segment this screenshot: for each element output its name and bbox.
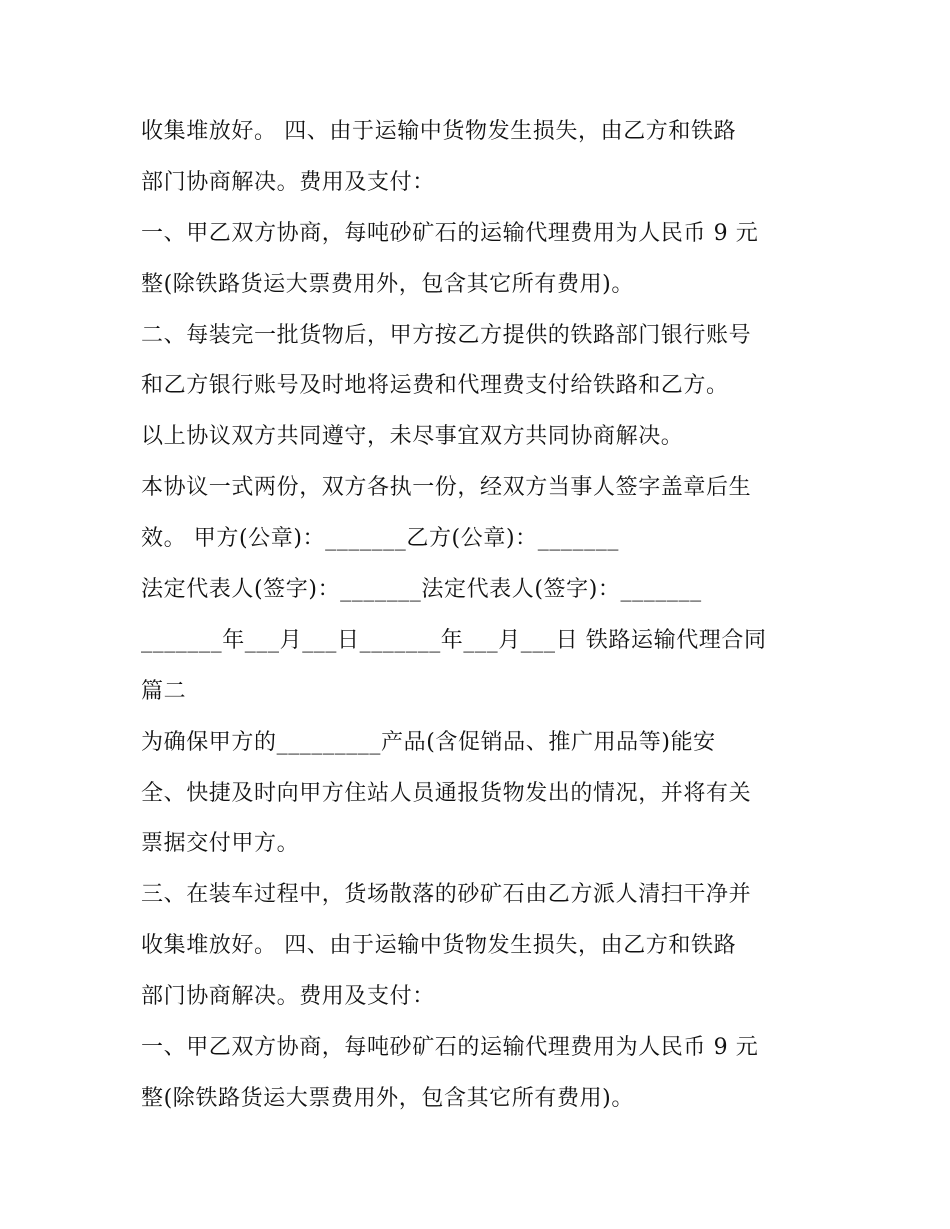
- text-line-14: 全、快捷及时向甲方住站人员通报货物发出的情况，并将有关: [141, 780, 752, 806]
- text-line-3: 一、甲乙双方协商，每吨砂矿石的运输代理费用为人民币 9 元: [141, 220, 759, 246]
- text-line-17: 收集堆放好。 四、由于运输中货物发生损失，由乙方和铁路: [141, 933, 737, 959]
- text-line-1: 收集堆放好。 四、由于运输中货物发生损失，由乙方和铁路: [141, 119, 737, 144]
- text-line-7: 以上协议双方共同遵守，未尽事宜双方共同协商解决。: [141, 424, 684, 450]
- text-line-6: 和乙方银行账号及时地将运费和代理费支付给铁路和乙方。: [141, 373, 729, 399]
- text-line-18: 部门协商解决。费用及支付：: [141, 984, 435, 1010]
- signature-party-line: 效。 甲方(公章)：_______乙方(公章)：_______: [141, 526, 619, 552]
- text-line-13: 为确保甲方的_________产品(含促销品、推广用品等)能安: [141, 729, 716, 755]
- text-line-5: 二、每装完一批货物后，甲方按乙方提供的铁路部门银行账号: [141, 322, 752, 348]
- signature-date-line: _______年___月___日_______年___月___日 铁路运输代理合同: [141, 627, 767, 653]
- text-line-15: 票据交付甲方。: [141, 831, 300, 857]
- text-line-16: 三、在装车过程中，货场散落的砂矿石由乙方派人清扫干净并: [141, 882, 752, 908]
- document-body: [141, 107, 821, 1125]
- section-heading: 篇二: [141, 678, 187, 704]
- signature-representative-line: 法定代表人(签字)：_______法定代表人(签字)：_______: [141, 577, 702, 603]
- text-line-8: 本协议一式两份，双方各执一份，经双方当事人签字盖章后生: [141, 475, 752, 501]
- text-line-2: 部门协商解决。费用及支付：: [141, 169, 435, 195]
- text-line-4: 整(除铁路货运大票费用外，包含其它所有费用)。: [141, 271, 634, 297]
- text-line-20: 整(除铁路货运大票费用外，包含其它所有费用)。: [141, 1085, 634, 1111]
- text-line-19: 一、甲乙双方协商，每吨砂矿石的运输代理费用为人民币 9 元: [141, 1035, 759, 1061]
